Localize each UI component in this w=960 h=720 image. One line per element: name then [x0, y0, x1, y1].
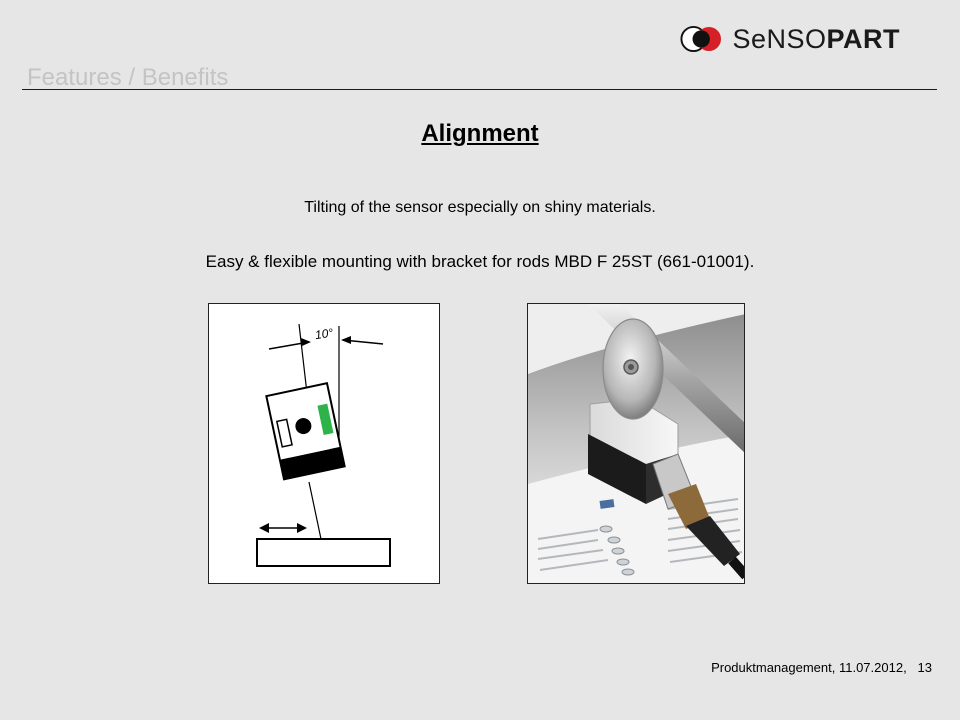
bracket-photo-figure	[527, 303, 745, 584]
sensopart-logo	[680, 22, 900, 56]
logo-text-light: SeNSO	[732, 23, 827, 54]
text-line-1: Tilting of the sensor especially on shiny materials.	[304, 199, 656, 216]
page-number: 13	[917, 660, 932, 675]
text-line-2: Easy & flexible mounting with bracket for rods MBD F 25ST (661-01001).	[205, 252, 755, 271]
angle-arrow-right	[341, 336, 351, 344]
tilt-diagram-figure	[208, 303, 440, 584]
angle-arrow-left	[301, 338, 311, 346]
slide-heading: Alignment	[421, 120, 539, 147]
bracket-photo	[528, 304, 745, 584]
move-arrow-right	[297, 523, 307, 533]
target-surface	[257, 539, 390, 566]
header-divider	[22, 89, 937, 90]
logo-text-bold: PART	[826, 23, 900, 54]
footer-text: Produktmanagement, 11.07.2012,	[711, 660, 907, 675]
angle-label: 10°	[314, 325, 335, 343]
sensor-body	[266, 383, 344, 479]
beam-line	[309, 482, 321, 539]
sensopart-logo-icon	[680, 24, 722, 54]
logo-wordmark	[732, 23, 900, 54]
move-arrow-left	[259, 523, 269, 533]
footer	[711, 660, 932, 675]
tilt-diagram	[209, 304, 440, 584]
header-title: Features / Benefits	[27, 64, 229, 91]
